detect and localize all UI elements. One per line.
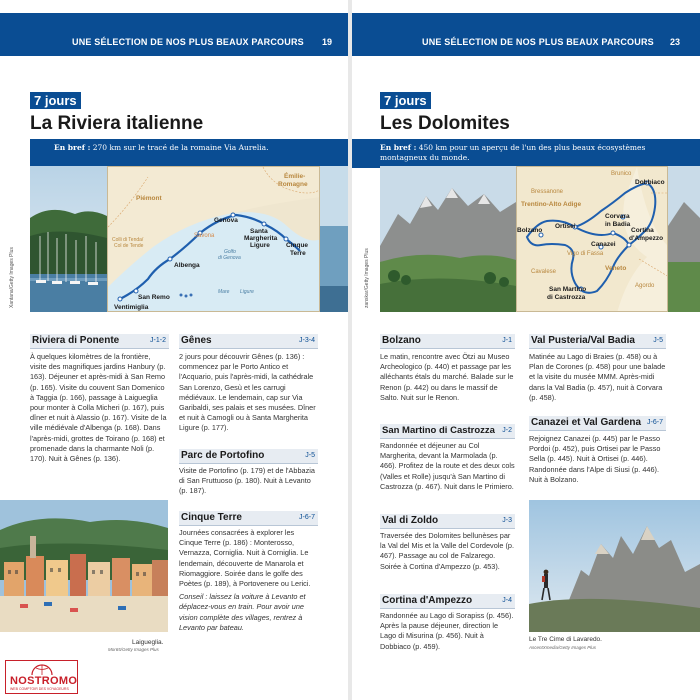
section-title: Gênes xyxy=(181,335,212,346)
map-label-corvara: Corvara xyxy=(605,213,630,220)
map-label-dobbiaco: Dobbiaco xyxy=(635,179,665,186)
section-text-val-pusteria: Matinée au Lago di Braies (p. 458) ou à Plan de Corones (p. 458) pour une balade et la visite du musée MMM. Après-midi dans la Val Badia (p. 457), nuit à Corvara (p. 458). xyxy=(529,352,666,402)
section-title: Cortina d'Ampezzo xyxy=(382,595,473,606)
map-label-di-genova: di Genova xyxy=(218,255,241,261)
left-page-number: 19 xyxy=(322,37,333,47)
tre-cime-credit: AscentXmedia/Getty Images Plus xyxy=(529,645,597,650)
map-label-albenga: Albenga xyxy=(174,262,200,269)
map-label-canazei: Canazei xyxy=(591,241,616,248)
tre-cime-caption: Le Tre Cime di Lavaredo. xyxy=(529,636,602,643)
section-cortina xyxy=(380,594,515,609)
page-gutter xyxy=(348,0,352,700)
map-label-in-badia: in Badia xyxy=(605,221,631,228)
left-en-bref xyxy=(30,139,348,168)
right-page-title: Les Dolomites xyxy=(380,113,510,134)
map-label-cavalese: Cavalese xyxy=(531,269,557,275)
section-text-genes: 2 jours pour découvrir Gênes (p. 136) : commencez par le Porto Antico et l'Acquario, puis l'après-midi, la cathédrale San Lorenzo, Gesù et les carrugi médiévaux. Le lendemain, cap sur Via Garibaldi, ses palais et ses musées. Dîner et nuit à Camogli ou à Santa Margherita Ligure (p. 177). xyxy=(179,352,316,433)
section-text-san-martino: Randonnée et déjeuner au Col Margherita, devant la Marmolada (p. 466). Profitez de la route et des deux cols (Valles et Rolle) jusqu'à San Martino di Castrozza (p. 467). Nuit dans le Primiero. xyxy=(380,441,515,491)
map-label-terre: Terre xyxy=(290,250,306,257)
left-page-title: La Riviera italienne xyxy=(30,113,204,134)
right-section-title: UNE SÉLECTION DE NOS PLUS BEAUX PARCOURS xyxy=(422,37,654,47)
map-label-brunico: Brunico xyxy=(611,171,632,177)
map-label-bressanone: Bressanone xyxy=(531,189,564,195)
section-text-cortina: Randonnée au Lago di Sorapiss (p. 456). Après la pause déjeuner, direction le Lago di Misurina (p. 456). Nuit à Dobbiaco (p. 459). xyxy=(380,611,514,651)
section-bolzano xyxy=(380,334,515,349)
right-page-header xyxy=(352,13,700,56)
section-days: J-1-2 xyxy=(150,337,166,344)
section-days: J-5 xyxy=(305,452,315,459)
tre-cime-photo xyxy=(529,500,700,632)
map-label-dampezzo: d'Ampezzo xyxy=(629,235,664,242)
section-days: J-6-7 xyxy=(647,419,663,426)
map-label-vigo: Vigo di Fassa xyxy=(567,251,604,257)
section-text-canazei: Rejoignez Canazei (p. 445) par le Passo Pordoi (p. 452), puis Ortisei par le Passo Sella (p. 445). Nuit à Ortisei (p. 446). Randonnée dans l'Alpe di Siusi (p. 446). Nuit à Bolzano. xyxy=(529,434,661,484)
section-title: Riviera di Ponente xyxy=(32,335,120,346)
right-days-badge: 7 jours xyxy=(380,92,431,109)
section-days: J-6-7 xyxy=(299,514,315,521)
section-title: Parc de Portofino xyxy=(181,450,265,461)
left-days-badge: 7 jours xyxy=(30,92,81,109)
map-label-bolzano: Bolzano xyxy=(517,227,543,234)
left-section-title: UNE SÉLECTION DE NOS PLUS BEAUX PARCOURS xyxy=(72,37,304,47)
section-title: Val Pusteria/Val Badia xyxy=(531,335,635,346)
map-label-san-martino: San Martino xyxy=(549,286,587,293)
section-genes xyxy=(179,334,318,349)
section-days: J-1 xyxy=(502,337,512,344)
section-text-val-di-zoldo: Traversée des Dolomites bellunèses par la Val del Mis et la Valle del Cordevole (p. 467). Passage au col de Falzarego. Soirée à Cortina d'Ampezzo (p. 453). xyxy=(380,531,514,571)
right-page-number: 23 xyxy=(670,37,681,47)
section-days: J-2 xyxy=(502,427,512,434)
section-title: San Martino di Castrozza xyxy=(382,425,495,436)
left-en-bref-text: 270 km sur le tracé de la romaine Via Aurelia. xyxy=(92,143,269,152)
map-label-sanremo: San Remo xyxy=(138,294,170,301)
section-days: J-3-4 xyxy=(299,337,315,344)
section-text-riviera: À quelques kilomètres de la frontière, visite des magnifiques jardins Hanbury (p. 163). Déjeuner et après-midi à San Remo (p. 165). Visite du couvent San Domenico à Taggia (p. 166), passage à Laigueglia pour monter à Colla Micheri (p. 167), puis dîner et nuit à Alassio (p. 167). Visite de la ville médiévale d'Albenga (p. 168). Dans l'après-midi, grottes de Toirano (p. 168) et promenade dans la charmante Noli (p. 170). Nuit à Gênes (p. 136). xyxy=(30,352,167,464)
map-label-agordo: Agordo xyxy=(635,283,655,289)
map-label-col-tende: Col de Tende xyxy=(114,243,144,249)
left-page-header xyxy=(0,13,348,56)
dolomites-route-map xyxy=(516,166,668,312)
section-title: Val di Zoldo xyxy=(382,515,439,526)
section-text-bolzano: Le matin, rencontre avec Ötzi au Museo Archeologico (p. 440) et passage par les alléchants étals du marché. Balade sur le Renon (p. 442) ou dans le massif de Salto. Nuit sur le Renon. xyxy=(380,352,514,402)
logo-name: NOSTROMO xyxy=(10,675,78,687)
section-val-pusteria xyxy=(529,334,666,349)
left-harbor-photo xyxy=(30,166,107,312)
map-label-savona: Savona xyxy=(194,233,215,239)
section-days: J-5 xyxy=(653,337,663,344)
section-title: Canazei et Val Gardena xyxy=(531,417,642,428)
map-label-veneto: Veneto xyxy=(605,265,627,272)
left-photo-credit: Xantana/Getty Images Plus xyxy=(9,247,15,308)
map-label-colli: Colli di Tenda/ xyxy=(112,237,144,243)
right-en-bref-label: En bref : xyxy=(380,143,417,152)
right-en-bref xyxy=(352,139,700,168)
right-en-bref-text: 450 km pour un aperçu de l'un des plus beaux écosystèmes montagneux du monde. xyxy=(380,143,646,162)
map-label-piemont: Piémont xyxy=(136,195,162,202)
section-val-di-zoldo xyxy=(380,514,515,529)
map-label-mare: Mare xyxy=(218,289,230,295)
map-label-trentino: Trentino-Alto Adige xyxy=(521,201,582,208)
globe-icon xyxy=(30,663,54,675)
logo-tagline: WEB COMPTOIR DES VOYAGEURS xyxy=(10,687,69,691)
section-parc-de-portofino xyxy=(179,449,318,464)
map-label-genova: Genova xyxy=(214,217,238,224)
map-label-emilie: Émilie- xyxy=(284,173,306,180)
map-label-ortisei: Ortisei xyxy=(555,223,576,230)
section-days: J-4 xyxy=(502,597,512,604)
section-text-cinque-terre-main: Journées consacrées à explorer les Cinque Terre (p. 186) : Monterosso, Vernazza, Corniglia. Nuit à Corniglia. Le lendemain, découverte de Manarola et Riomaggiore. Soirée dans le golfe des Poètes (p. 189), à Portovenere ou Lerici. xyxy=(179,528,311,589)
section-text-portofino: Visite de Portofino (p. 179) et de l'Abbazia di San Fruttuoso (p. 180). Nuit à Levanto (p. 187). xyxy=(179,466,315,496)
map-label-ligure-sea: Ligure xyxy=(240,289,254,295)
laigueglia-photo xyxy=(0,500,168,632)
map-label-ventimiglia: Ventimiglia xyxy=(114,304,149,311)
section-days: J-3 xyxy=(502,517,512,524)
section-text-cinque-terre xyxy=(179,528,318,633)
section-title: Cinque Terre xyxy=(181,512,242,523)
right-sliver-photo xyxy=(668,166,700,312)
right-mountain-photo xyxy=(380,166,516,312)
map-label-romagne: Romagne xyxy=(278,181,308,188)
section-san-martino xyxy=(380,424,515,439)
map-label-golfo: Golfo xyxy=(224,249,236,255)
map-label-ligure: Ligure xyxy=(250,242,270,249)
section-title: Bolzano xyxy=(382,335,421,346)
laigueglia-caption: Laigueglia. xyxy=(132,639,164,646)
right-photo-credit: zanskar/Getty Images Plus xyxy=(364,248,370,308)
section-canazei xyxy=(529,416,666,431)
laigueglia-credit: Mor65/Getty Images Plus xyxy=(108,647,159,652)
left-en-bref-label: En bref : xyxy=(54,143,91,152)
map-label-cortina: Cortina xyxy=(631,227,654,234)
map-label-di-castrozza: di Castrozza xyxy=(547,294,586,301)
nostromo-logo xyxy=(5,660,78,694)
left-sea-photo xyxy=(320,166,348,312)
section-tip-cinque-terre: Conseil : laissez la voiture à Levanto et déplacez-vous en train. Pour avoir une vision complète des villages, rentrez à Levanto par bateau. xyxy=(179,592,306,632)
riviera-route-map xyxy=(107,166,320,312)
section-riviera-di-ponente xyxy=(30,334,169,349)
section-cinque-terre xyxy=(179,511,318,526)
map-label-cinque: Cinque xyxy=(286,242,309,249)
map-label-margherita: Margherita xyxy=(244,235,278,242)
map-label-santa: Santa xyxy=(250,228,268,235)
